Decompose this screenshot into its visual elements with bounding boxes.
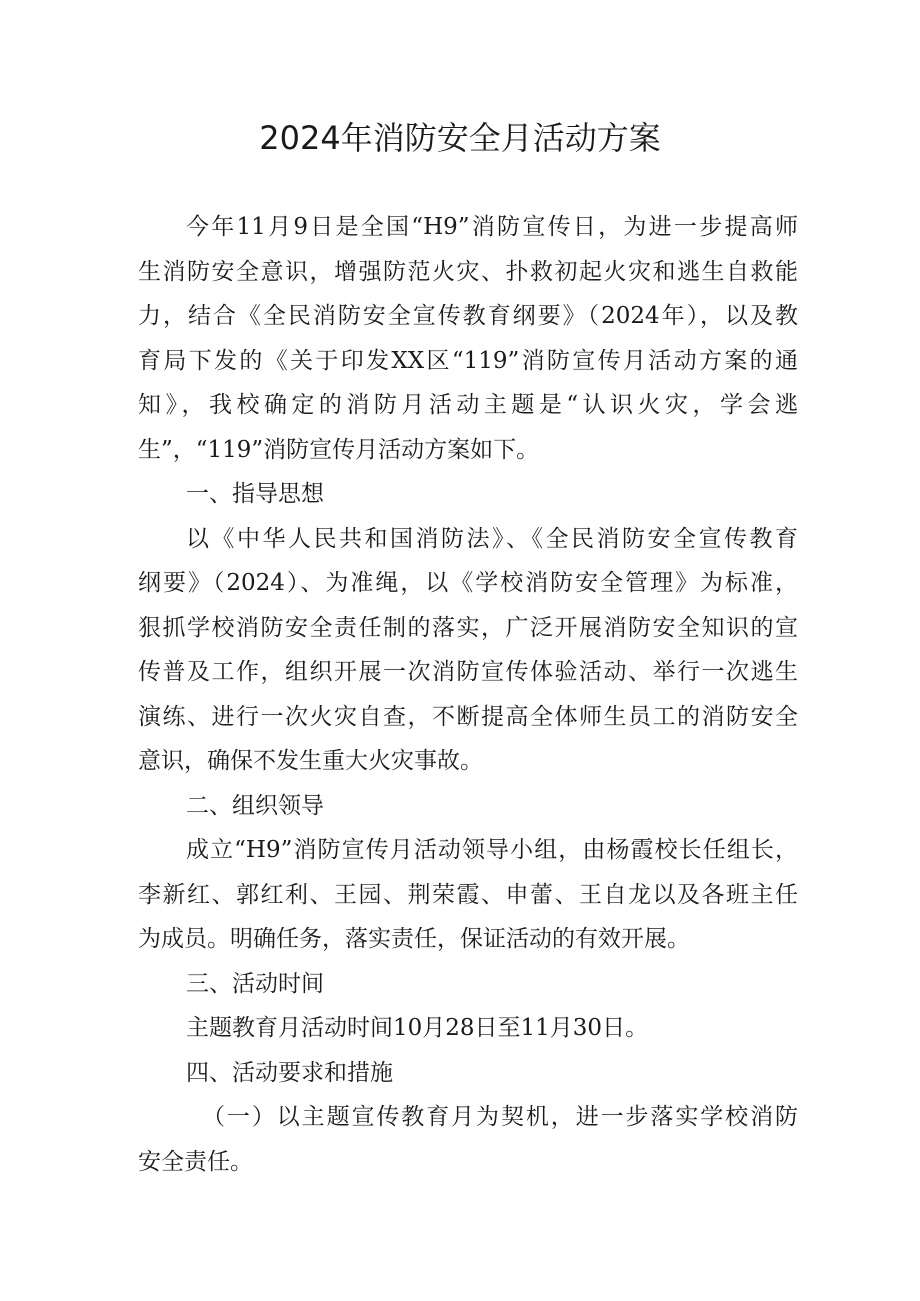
paragraph-line: 传普及工作，组织开展一次消防宣传体验活动、举行一次逃生 — [138, 659, 798, 685]
paragraph-line: 成立“H9”消防宣传月活动领导小组，由杨霞校长任组长， — [186, 837, 798, 863]
paragraph-line: 生消防安全意识，增强防范火灾、扑救初起火灾和逃生自救能 — [138, 258, 798, 285]
subsection-line: （一）以主题宣传教育月为契机，进一步落实学校消防 — [202, 1104, 798, 1130]
document-body — [138, 205, 798, 1184]
section-heading: 四、活动要求和措施 — [186, 1059, 393, 1086]
paragraph-line: 演练、进行一次火灾自查，不断提高全体师生员工的消防安全 — [138, 703, 798, 730]
paragraph-line: 育局下发的《关于印发XX区“119”消防宣传月活动方案的通 — [138, 347, 798, 374]
paragraph-line: 生”，“119”消防宣传月活动方案如下。 — [138, 436, 540, 463]
document-title: 2024年消防安全月活动方案 — [259, 119, 661, 157]
subsection-line: 安全责任。 — [138, 1148, 253, 1175]
paragraph-line: 主题教育月活动时间10月28日至11月30日。 — [186, 1015, 649, 1041]
paragraph-line: 今年11月9日是全国“H9”消防宣传日，为进一步提高师 — [186, 214, 798, 240]
paragraph-line: 知》，我校确定的消防月活动主题是“认识火灾，学会逃 — [138, 392, 798, 418]
section-heading: 一、指导思想 — [186, 481, 324, 507]
paragraph-line: 李新红、郭红利、王园、荆荣霞、申蕾、王自龙以及各班主任 — [138, 881, 798, 908]
paragraph-line: 力，结合《全民消防安全宣传教育纲要》（2024年），以及教 — [138, 303, 798, 329]
paragraph-line: 纲要》（2024）、为准绳，以《学校消防安全管理》为标准， — [138, 570, 798, 596]
section-heading: 三、活动时间 — [186, 970, 324, 997]
paragraph-line: 狠抓学校消防安全责任制的落实，广泛开展消防安全知识的宣 — [138, 614, 798, 641]
section-heading: 二、组织领导 — [186, 792, 324, 819]
paragraph-line: 为成员。明确任务，落实责任，保证活动的有效开展。 — [138, 926, 690, 952]
paragraph-line: 意识，确保不发生重大火灾事故。 — [138, 748, 483, 774]
paragraph-line: 以《中华人民共和国消防法》、《全民消防安全宣传教育 — [186, 525, 798, 552]
